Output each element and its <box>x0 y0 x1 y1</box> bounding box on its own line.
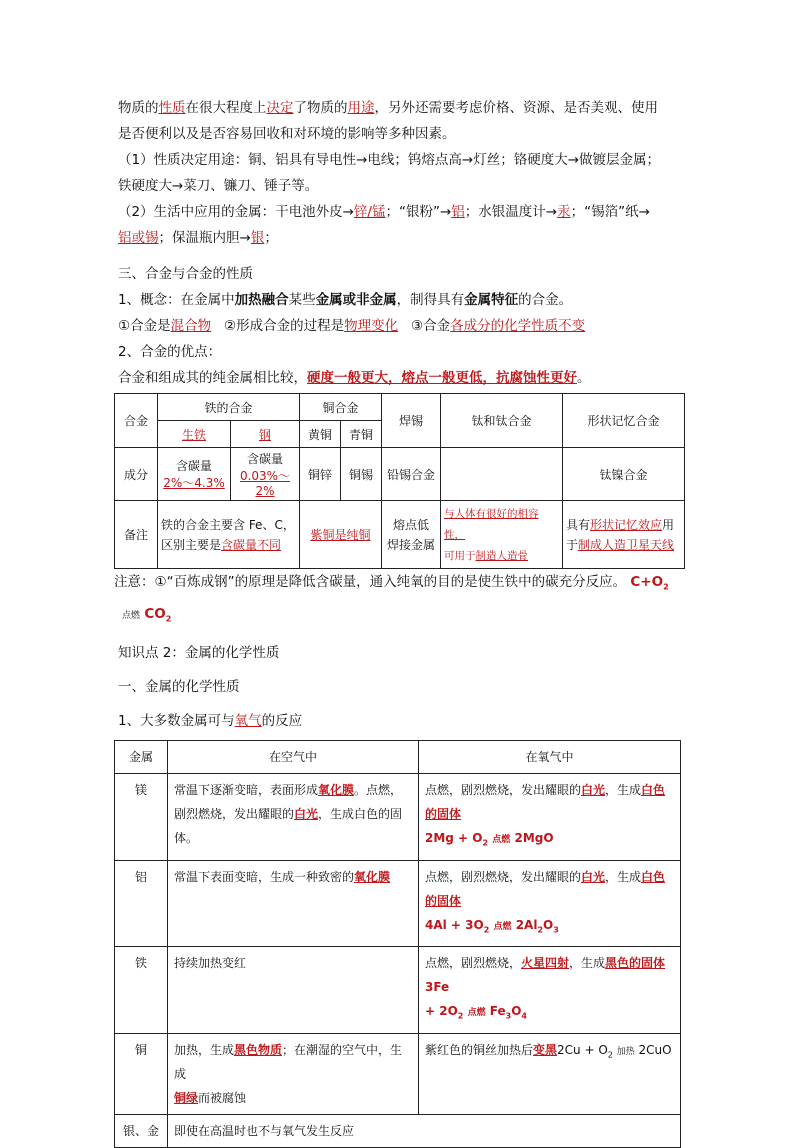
subscript: 4 <box>521 1011 527 1021</box>
cell-copper-note: 紫铜是纯铜 <box>300 501 382 569</box>
usage-point-1-text-cont: 铁硬度大→菜刀、镰刀、锤子等。 <box>118 178 319 194</box>
subscript: 2 <box>607 1049 613 1059</box>
answer-turns-black: 变黑 <box>533 1042 558 1057</box>
document-page <box>114 95 688 1148</box>
cell-titanium-note <box>441 501 563 569</box>
th-solder: 焊锡 <box>382 394 441 448</box>
row-label-composition: 成分 <box>115 448 158 501</box>
equation-reactants: 3Fe <box>425 980 450 995</box>
advantage-text: 合金和组成其的纯金属相比较， <box>118 370 307 386</box>
alloy-notes <box>118 313 688 339</box>
equation-reactants: 2Mg + O <box>425 831 483 846</box>
metal-name: 铁 <box>115 947 168 1033</box>
answer-silver: 银 <box>250 230 265 246</box>
alloy-advantage <box>118 365 688 391</box>
subscript: 3 <box>505 1011 512 1021</box>
text: ，生成 <box>569 956 606 971</box>
usage-point-2-text: （2）生活中应用的金属：干电池外皮→ <box>118 204 354 220</box>
usage-point-2-text: ；“锡箔”纸→ <box>570 204 650 220</box>
intro-text: 物质的 <box>118 100 159 116</box>
reaction-condition: 点燃 <box>493 921 512 932</box>
answer-advantages: 硬度一般更大，熔点一般更低，抗腐蚀性更好 <box>307 370 577 386</box>
chemical-properties-heading: 一、金属的化学性质 <box>118 679 240 696</box>
iron-note-text: 区别主要是 <box>161 537 222 552</box>
th-bronze: 青铜 <box>341 421 382 448</box>
answer-oxide-film: 氧化膜 <box>354 869 391 884</box>
metal-name: 银、金 <box>115 1114 168 1147</box>
table-row <box>115 774 681 860</box>
answer-oxygen: 氧气 <box>234 713 262 730</box>
alloy-advantage-heading: 2、合金的优点： <box>118 344 222 360</box>
cell-steel-composition <box>231 448 300 501</box>
text: 紫红色的铜丝加热后 <box>425 1042 534 1057</box>
oxygen-reaction-heading <box>118 708 688 734</box>
answer-black-solid: 黑色的固体 <box>605 956 666 971</box>
answer-white-solid: 白色的固体 <box>425 783 666 822</box>
answer-white-light: 白光 <box>294 807 319 822</box>
cell-titanium-composition <box>441 448 563 501</box>
cell-shape-memory-composition: 钛镍合金 <box>563 448 685 501</box>
equation <box>557 1043 672 1057</box>
usage-point-2-text: ；水银温度计→ <box>464 204 558 220</box>
metal-name: 镁 <box>115 774 168 860</box>
sma-note-text: 于 <box>566 537 579 552</box>
subscript: 2 <box>482 838 489 848</box>
keyword-property: 性质 <box>158 100 186 116</box>
answer-zinc-manganese: 锌/锰 <box>353 204 386 220</box>
solder-note-text: 焊接金属 <box>386 537 435 552</box>
cell-pig-iron-composition <box>158 448 231 501</box>
answer-carbon-content-differs: 含碳量不同 <box>221 537 282 552</box>
alloy-table <box>114 393 685 569</box>
section-heading-alloy: 三、合金与合金的性质 <box>118 266 253 282</box>
equation <box>425 1004 527 1021</box>
sma-note-text: 具有 <box>566 517 591 532</box>
concept-text: ，制得具有 <box>396 292 465 308</box>
cell-solder-note <box>382 501 441 569</box>
note-3-text: ③合金 <box>410 318 451 334</box>
note-1-text: ①合金是 <box>118 318 171 334</box>
answer-mercury: 汞 <box>557 204 571 220</box>
equation-reactants: 4Al + 3O <box>425 917 484 932</box>
equation-product: O <box>511 1004 522 1019</box>
th-shape-memory: 形状记忆合金 <box>563 394 685 448</box>
usage-point-1 <box>118 147 688 199</box>
equation-product: Fe <box>489 1004 506 1019</box>
table-row <box>115 947 681 1033</box>
carbon-content-label: 含碳量 <box>175 459 212 473</box>
equation <box>425 831 554 848</box>
heading-text: 的反应 <box>261 713 303 730</box>
text: 常温下逐渐变暗，表面形成 <box>174 783 319 798</box>
concept-text: 的合金。 <box>518 292 573 308</box>
equation-product: 2MgO <box>514 831 554 846</box>
cell-solder-composition: 铅锡合金 <box>382 448 441 501</box>
answer-white-light: 白光 <box>581 869 606 884</box>
equation-subscript: 2 <box>165 614 172 624</box>
answer-white-solid: 白色的固体 <box>425 869 666 908</box>
reaction-condition: 点燃 <box>122 610 141 621</box>
keyword-usage: 用途 <box>347 100 375 116</box>
notice-text: 注意：①“百炼成钢”的原理是降低含碳量，通入纯氧的目的是使生铁中的碳充分反应。 <box>114 574 627 590</box>
table-row <box>115 1114 681 1147</box>
text: 。点燃，剧烈燃烧，发出耀眼的 <box>174 783 403 822</box>
concept-text: 1、概念：在金属中 <box>118 292 235 308</box>
equation-product: O <box>543 917 554 932</box>
answer-aluminum-tin: 铝或锡 <box>118 230 159 246</box>
reaction-condition: 点燃 <box>492 835 511 846</box>
equation <box>425 917 559 935</box>
answer-patina: 铜绿 <box>174 1090 199 1105</box>
subscript: 3 <box>553 925 559 935</box>
text: 加热，生成 <box>174 1042 235 1057</box>
th-titanium: 钛和钛合金 <box>441 394 563 448</box>
usage-point-2-text: ； <box>264 230 278 246</box>
subscript: 2 <box>483 925 490 935</box>
equation-subscript: 2 <box>663 582 669 592</box>
cell-air <box>168 860 419 946</box>
equation-reactants: 2Cu + O <box>557 1042 608 1057</box>
intro-text: 是否便利以及是否容易回收和对环境的影响等多种因素。 <box>118 126 456 142</box>
table-row <box>115 860 681 946</box>
knowledge-point-2-heading: 知识点 2：金属的化学性质 <box>118 645 280 662</box>
metal-name: 铝 <box>115 860 168 946</box>
intro-paragraph <box>118 95 688 147</box>
concept-bold: 加热融合 <box>234 292 289 308</box>
metal-name: 铜 <box>115 1033 168 1114</box>
titanium-note-text: 与人体有很好的相容性， <box>444 508 539 541</box>
th-iron-alloy: 铁的合金 <box>158 394 300 421</box>
note-2-text: ②形成合金的过程是 <box>223 318 345 334</box>
cell-iron-note <box>158 501 300 569</box>
th-metal: 金属 <box>115 741 168 774</box>
advantage-text: 。 <box>577 370 591 386</box>
cell-air <box>168 1033 419 1114</box>
answer-oxide-film: 氧化膜 <box>318 783 355 798</box>
reaction-condition: 点燃 <box>467 1008 486 1019</box>
subscript: 2 <box>457 1011 464 1021</box>
answer-artificial-bone: 制造人造骨 <box>475 550 528 562</box>
pig-iron-carbon-range: 2%～4.3% <box>163 476 225 490</box>
concept-bold: 金属或非金属 <box>315 292 397 308</box>
usage-point-2-text: ；“银粉”→ <box>385 204 452 220</box>
th-copper-alloy: 铜合金 <box>300 394 382 421</box>
text: 常温下表面变暗，生成一种致密的 <box>174 869 355 884</box>
text: 点燃，剧烈燃烧，发出耀眼的 <box>425 869 582 884</box>
concept-bold: 金属特征 <box>464 292 519 308</box>
sma-note-text: 用 <box>662 517 675 532</box>
alloy-concept <box>118 287 688 313</box>
answer-satellite-antenna: 制成人造卫星天线 <box>578 537 675 552</box>
cell-air <box>168 774 419 860</box>
th-in-oxygen: 在氧气中 <box>419 741 681 774</box>
steel-carbon-range: 0.03%～2% <box>239 469 291 498</box>
usage-point-2 <box>118 199 688 251</box>
th-in-air: 在空气中 <box>168 741 419 774</box>
text: 而被腐蚀 <box>198 1090 247 1105</box>
intro-text: ，另外还需要考虑价格、资源、是否美观、使用 <box>374 100 658 116</box>
text: ，生成白色的固体。 <box>174 807 403 846</box>
cell-air: 持续加热变红 <box>168 947 419 1033</box>
th-steel: 钢 <box>231 421 300 448</box>
text: 点燃，剧烈燃烧， <box>425 956 522 971</box>
equation-product-formula: CO <box>144 605 166 622</box>
row-label-note: 备注 <box>115 501 158 569</box>
cell-oxygen <box>419 947 681 1033</box>
heading-text: 1、大多数金属可与 <box>118 713 235 730</box>
answer-black-substance: 黑色物质 <box>234 1042 283 1057</box>
cell-oxygen <box>419 860 681 946</box>
keyword-determine: 决定 <box>266 100 294 116</box>
table-row <box>115 1033 681 1114</box>
cell-bronze-composition: 铜锡 <box>341 448 382 501</box>
subscript: 2 <box>537 925 544 935</box>
answer-white-light: 白光 <box>581 783 606 798</box>
th-pig-iron: 生铁 <box>158 421 231 448</box>
equation-product <box>144 606 171 622</box>
equation-carbon-combustion <box>630 574 668 590</box>
equation-product: 2Al <box>515 917 538 932</box>
cell-oxygen <box>419 1033 681 1114</box>
text: ；在潮湿的空气中，生成 <box>174 1042 403 1081</box>
text: ，生成 <box>605 869 642 884</box>
equation-reactants: + 2O <box>425 1004 458 1019</box>
iron-note-text: 铁的合金主要含 Fe、C， <box>161 517 295 532</box>
th-brass: 黄铜 <box>300 421 341 448</box>
metal-oxygen-table <box>114 740 681 1147</box>
cell-oxygen <box>419 774 681 860</box>
notice-paragraph <box>114 569 688 632</box>
titanium-note-text: 可用于 <box>444 550 476 562</box>
cell-air: 即使在高温时也不与氧气发生反应 <box>168 1114 681 1147</box>
reaction-condition: 加热 <box>616 1046 635 1057</box>
intro-text: 在很大程度上 <box>185 100 267 116</box>
concept-text: 某些 <box>288 292 316 308</box>
answer-sparks: 火星四射 <box>521 956 570 971</box>
usage-point-1-text: （1）性质决定用途：铜、铝具有导电性→电线；钨熔点高→灯丝；铬硬度大→做镀层金属； <box>118 152 661 168</box>
usage-point-2-text: ；保温瓶内胆→ <box>158 230 251 246</box>
answer-aluminum: 铝 <box>451 204 465 220</box>
text: 点燃，剧烈燃烧，发出耀眼的 <box>425 783 582 798</box>
equation-reactants: C+O <box>630 574 664 590</box>
answer-shape-memory-effect: 形状记忆效应 <box>590 517 663 532</box>
carbon-content-label: 含碳量 <box>246 452 283 466</box>
answer-physical-change: 物理变化 <box>344 318 399 334</box>
text: ，生成 <box>605 783 642 798</box>
equation-product: 2CuO <box>638 1042 672 1057</box>
intro-text: 了物质的 <box>293 100 348 116</box>
answer-chemical-unchanged: 各成分的化学性质不变 <box>450 318 586 334</box>
th-alloy: 合金 <box>115 394 158 448</box>
cell-brass-composition: 铜锌 <box>300 448 341 501</box>
solder-note-text: 熔点低 <box>392 517 429 532</box>
cell-shape-memory-note <box>563 501 685 569</box>
answer-mixture: 混合物 <box>170 318 212 334</box>
